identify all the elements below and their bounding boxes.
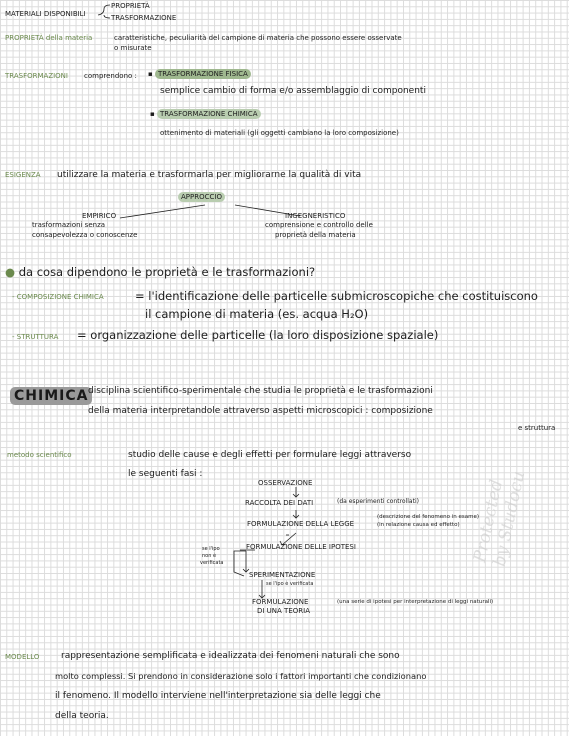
domanda-row xyxy=(5,267,315,279)
top-trasformazione: TRASFORMAZIONE xyxy=(111,14,177,22)
modello-text-3: il fenomeno. Il modello interviene nell'interpretazione sia delle leggi che xyxy=(55,691,381,701)
chimica-text: ottenimento di materiali (gli oggetti cambiano la loro composizione) xyxy=(160,129,399,137)
ingegneristico-text-1: comprensione e controllo delle xyxy=(265,221,373,229)
raccolta-note: (da esperimenti controllati) xyxy=(337,498,419,505)
metodo-label: metodo scientifico xyxy=(7,451,72,459)
fisica-label: TRASFORMAZIONE FISICA xyxy=(155,69,251,79)
struttura-label: - STRUTTURA xyxy=(12,333,59,341)
chimica-label: CHIMICA xyxy=(10,387,92,405)
empirico-text-1: trasformazioni senza xyxy=(32,221,106,229)
fisica-text: semplice cambio di forma e/o assemblaggio di componenti xyxy=(160,86,426,96)
chimica-text-2: della materia interpretandole attraverso aspetti microscopici : composizione xyxy=(88,406,433,416)
approccio-label xyxy=(178,194,225,201)
side-note-1: se l'ipo xyxy=(202,546,220,552)
trasformazioni-label: TRASFORMAZIONI xyxy=(5,72,68,80)
composizione-label: - COMPOSIZIONE CHIMICA xyxy=(12,293,104,301)
chimica-label-wrap: ▪ TRASFORMAZIONE CHIMICA xyxy=(150,111,261,118)
composizione-text-1: = l'identificazione delle particelle submicroscopiche che costituiscono xyxy=(135,289,538,303)
verificata-note: se l'ipo è verificata xyxy=(266,581,314,587)
chimica-text-1: disciplina scientifico-sperimentale che studia le proprietà e le trasformazioni xyxy=(88,386,433,396)
side-note-2: non è xyxy=(202,553,217,559)
approccio: APPROCCIO xyxy=(178,192,225,202)
modello-text-1: rappresentazione semplificata e idealizzata dei fenomeni naturali che sono xyxy=(61,651,400,661)
empirico-text-2: consapevolezza o conoscenze xyxy=(32,231,138,239)
ingegneristico-label: INGEGNERISTICO xyxy=(285,212,346,220)
side-note-3: verificata xyxy=(200,560,224,566)
teoria-note: (una serie di ipotesi per interpretazione di leggi naturali) xyxy=(337,599,494,605)
domanda-text: da cosa dipendono le proprietà e le trasformazioni? xyxy=(18,265,316,279)
fisica-label-wrap: ▪ TRASFORMAZIONE FISICA xyxy=(148,71,251,78)
trasformazioni-comprendono: comprendono : xyxy=(84,72,137,80)
proprieta-label: PROPRIETÀ della materia xyxy=(5,34,93,42)
trasf-chimica-label: TRASFORMAZIONE CHIMICA xyxy=(157,109,261,119)
modello-label: MODELLO xyxy=(5,653,40,661)
proprieta-text-2: o misurate xyxy=(114,44,152,52)
empirico-label: EMPIRICO xyxy=(82,212,117,220)
legge-note-1: (descrizione del fenomeno in esame) xyxy=(377,514,480,520)
ingegneristico-text-2: proprietà della materia xyxy=(275,231,356,239)
proprieta-text-1: caratteristiche, peculiarità del campione di materia che possono essere osservate xyxy=(114,34,402,42)
materiali-disponibili: MATERIALI DISPONIBILI xyxy=(5,10,86,18)
raccolta-dati: RACCOLTA DEI DATI xyxy=(245,499,314,507)
metodo-text-2: le seguenti fasi : xyxy=(128,469,203,479)
metodo-text-1: studio delle cause e degli effetti per formulare leggi attraverso xyxy=(128,450,412,460)
chimica-label-wrap xyxy=(10,387,92,403)
bullet-dot: ● xyxy=(5,265,19,279)
sperimentazione: SPERIMENTAZIONE xyxy=(249,571,316,579)
modello-text-2: molto complessi. Si prendono in considerazione solo i fattori importanti che condizionano xyxy=(55,671,427,681)
chimica-text-3: e struttura xyxy=(518,424,556,432)
formulazione-ipotesi: FORMULAZIONE DELLE IPOTESI xyxy=(246,543,356,551)
formulazione-teoria-2: DI UNA TEORIA xyxy=(257,607,310,615)
modello-text-4: della teoria. xyxy=(55,711,109,721)
formulazione-teoria-1: FORMULAZIONE xyxy=(252,598,309,606)
formulazione-legge: FORMULAZIONE DELLA LEGGE xyxy=(247,520,355,528)
struttura-text: = organizzazione delle particelle (la loro disposizione spaziale) xyxy=(77,328,439,342)
composizione-text-2: il campione di materia (es. acqua H₂O) xyxy=(145,307,369,321)
watermark: Protected by Studocu xyxy=(470,469,530,569)
esigenza-text: utilizzare la materia e trasformarla per migliorarne la qualità di vita xyxy=(57,170,362,180)
osservazione: OSSERVAZIONE xyxy=(258,479,313,487)
legge-note-2: (in relazione causa ed effetto) xyxy=(377,522,460,528)
top-proprieta: PROPRIETÀ xyxy=(111,2,150,10)
esigenza-label: ESIGENZA xyxy=(5,171,41,179)
